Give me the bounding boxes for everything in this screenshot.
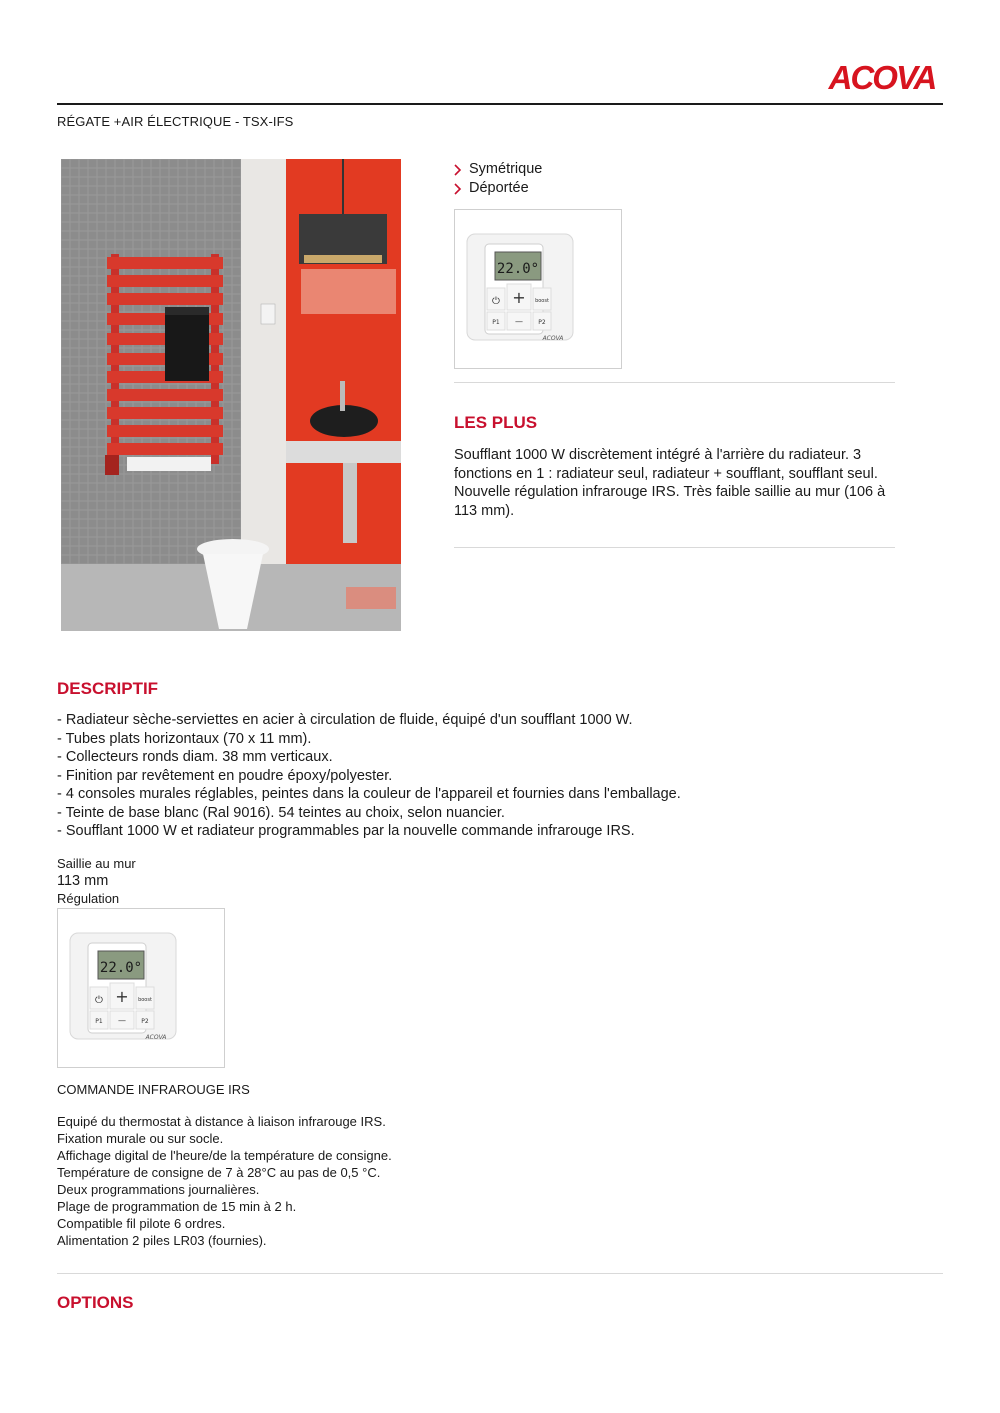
list-item: Affichage digital de l'heure/de la température de consigne.: [57, 1148, 392, 1163]
svg-text:ACOVA: ACOVA: [542, 335, 564, 342]
list-item: [453, 160, 542, 179]
list-item: Compatible fil pilote 6 ordres.: [57, 1216, 226, 1231]
divider: [57, 1273, 943, 1274]
options-heading: OPTIONS: [57, 1293, 134, 1312]
list-item: Alimentation 2 piles LR03 (fournies).: [57, 1233, 267, 1248]
list-item: [453, 179, 542, 198]
svg-text:+: +: [512, 288, 526, 307]
les-plus-heading: LES PLUS: [454, 413, 538, 432]
list-item: Fixation murale ou sur socle.: [57, 1131, 224, 1146]
saillie-label: Saillie au mur: [57, 856, 136, 871]
variants-list: [453, 160, 542, 198]
thermostat-thumbnail: [57, 908, 225, 1068]
svg-text:boost: boost: [138, 997, 152, 1003]
thermostat-image: [58, 909, 224, 1067]
svg-text:⏻: ⏻: [492, 296, 500, 307]
svg-text:ACOVA: ACOVA: [145, 1034, 167, 1041]
list-item: Température de consigne de 7 à 28°C au pas de 0,5 °C.: [57, 1165, 381, 1180]
les-plus-text: Soufflant 1000 W discrètement intégré à l'arrière du radiateur. 3 fonctions en 1 : radiateur seul, radiateur + soufflant, soufflant seul. Nouvelle régulation infrarouge IRS. Très faible saillie au mur (106 à 113 mm).: [454, 447, 886, 519]
list-item: - Finition par revêtement en poudre époxy/polyester.: [57, 767, 393, 784]
list-item: - Collecteurs ronds diam. 38 mm verticaux.: [57, 749, 333, 765]
list-item: Plage de programmation de 15 min à 2 h.: [57, 1199, 297, 1214]
list-item: - Tubes plats horizontaux (70 x 11 mm).: [57, 730, 312, 747]
variant-label: Déportée: [469, 180, 529, 196]
svg-text:P1: P1: [95, 1018, 103, 1025]
acova-logo: [820, 60, 944, 94]
svg-text:P2: P2: [141, 1018, 149, 1025]
svg-text:—: —: [515, 317, 523, 326]
thermostat-thumbnail: [454, 209, 622, 369]
svg-text:22.0°: 22.0°: [99, 960, 143, 976]
variant-label: Symétrique: [469, 161, 543, 177]
list-item: Deux programmations journalières.: [57, 1182, 260, 1197]
list-item: - Radiateur sèche-serviettes en acier à circulation de fluide, équipé d'un soufflant 1000 W.: [57, 712, 633, 728]
svg-text:boost: boost: [535, 298, 549, 304]
svg-text:ACOVA: ACOVA: [828, 60, 936, 94]
commande-title: COMMANDE INFRAROUGE IRS: [57, 1082, 250, 1097]
chevron-right-icon: [453, 183, 463, 195]
list-item: - 4 consoles murales réglables, peintes dans la couleur de l'appareil et fournies dans l'emballage.: [57, 786, 681, 802]
saillie-value: 113 mm: [57, 873, 109, 889]
svg-text:P2: P2: [538, 319, 546, 326]
document-title: RÉGATE +AIR ÉLECTRIQUE - TSX-IFS: [57, 114, 294, 129]
svg-text:P1: P1: [492, 319, 500, 326]
commande-features: [57, 1113, 392, 1249]
divider: [454, 547, 895, 548]
header-rule: [57, 103, 943, 105]
svg-text:22.0°: 22.0°: [496, 261, 540, 277]
descriptif-list: [57, 711, 681, 841]
svg-text:+: +: [115, 987, 129, 1006]
descriptif-heading: DESCRIPTIF: [57, 679, 159, 698]
list-item: - Teinte de base blanc (Ral 9016). 54 teintes au choix, selon nuancier.: [57, 804, 505, 821]
list-item: - Soufflant 1000 W et radiateur programmables par la nouvelle commande infrarouge IRS.: [57, 823, 635, 839]
list-item: Equipé du thermostat à distance à liaison infrarouge IRS.: [57, 1114, 386, 1129]
product-photo: [61, 159, 401, 631]
chevron-right-icon: [453, 164, 463, 176]
svg-text:⏻: ⏻: [95, 995, 103, 1006]
svg-text:—: —: [118, 1016, 126, 1025]
divider: [454, 382, 895, 383]
thermostat-image: [455, 210, 621, 368]
regulation-label: Régulation: [57, 891, 120, 906]
